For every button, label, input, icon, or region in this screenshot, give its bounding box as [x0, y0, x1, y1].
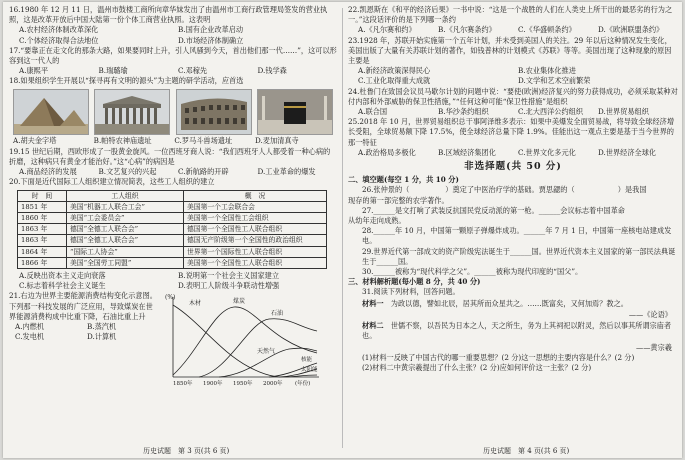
- option: C.邓稼先: [178, 66, 208, 76]
- column-header: 工人组织: [67, 190, 184, 201]
- option: C.罗马斗兽场遗址: [174, 135, 233, 145]
- chart-label: 木材: [189, 300, 202, 308]
- option: D.钱学森: [257, 66, 287, 76]
- sub-question: (1)材料一反映了中国古代的哪一重要思想？(2 分)这一思想的主要内容是什么？(2 分): [362, 352, 635, 362]
- option: D.市场经济体制确立: [178, 35, 244, 45]
- option: A.商品经济的发展: [19, 167, 77, 177]
- option: C.发电机: [15, 332, 45, 342]
- question-17: 17.“要靠正在走文化的那条大路，如果要同时上升，引人风骚到今天，首出他们那一代……”，这可以形容到这一代人的: [9, 45, 337, 66]
- table-row: [18, 246, 327, 257]
- option: B.蒸汽机: [87, 322, 117, 332]
- question-22: 22.凯恩斯在《和平的经济后果》一书中说：“这是一个战胜的人们在人类史上所干出的最恶劣的行为之一。”这段话评价的是下列哪一条约: [348, 5, 673, 25]
- column-header: 时 间: [18, 190, 67, 201]
- question-17-options: [9, 66, 337, 76]
- question-23-options: [348, 66, 678, 86]
- option: A.《凡尔赛和约》: [358, 25, 416, 35]
- option: D.文学和艺术空前繁荣: [518, 76, 591, 86]
- chart-unit-label: (%): [165, 294, 176, 302]
- table-cell: 美国第一个全国性工会组织: [184, 213, 327, 224]
- table-row: [18, 201, 327, 212]
- energy-structure-chart: [159, 291, 329, 391]
- table-cell: 德国第一个全国性工人联合组织: [184, 224, 327, 235]
- question-24-options: [348, 107, 678, 117]
- table-cell: 1866 年: [18, 257, 67, 268]
- table-cell: 世界第一个国际性工人联合组织: [184, 246, 327, 257]
- option: A.反映出资本主义走向衰落: [19, 271, 106, 281]
- page-footer-left: 历史试题 第 3 页(共 6 页): [143, 447, 230, 455]
- option: D.世界贸易组织: [598, 107, 649, 117]
- page-divider: [342, 8, 343, 448]
- question-16-options: [9, 25, 337, 45]
- material-source: ——黄宗羲: [636, 342, 672, 352]
- blank-line: 28.______年 10 月，中国第一颗原子弹爆炸成功。______年 7 月 1 日，中国第一座核电站建成发电。: [362, 226, 672, 246]
- option: B.说明第一个社会主义国家建立: [178, 271, 280, 281]
- wood-curve: [173, 305, 317, 377]
- table-header-row: [18, 190, 327, 201]
- parthenon-photo: [94, 89, 170, 135]
- table-row: [18, 235, 327, 246]
- table-cell: 美国第一个工会联合会: [184, 201, 327, 212]
- blank-line: 29.世界近代第一部成文的资产阶级宪法诞生于______国。世界近代资本主义国家的第一部民法典诞生于______国。: [362, 246, 676, 266]
- blank-line: 现存的第一部完整的农学著作。: [348, 195, 449, 205]
- exam-sheet: [3, 2, 682, 458]
- table-cell: 1860 年: [18, 213, 67, 224]
- table-cell: 德国“全德工人联合会”: [67, 235, 184, 246]
- material-text: 世儒不察，以吾民为日本之人，天之所生，务为上其祠祀以附灵，然后以事其所谓宗庙者也。: [362, 321, 672, 341]
- table-row: [18, 224, 327, 235]
- table-cell: 1863 年: [18, 224, 67, 235]
- material-text: 为政以德，譬如北辰，居其所而众星共之。……既富矣，又何加焉？教之。: [390, 298, 628, 308]
- x-tick-label: 2000年: [263, 381, 283, 388]
- chart-label: 煤炭: [233, 298, 246, 306]
- option: C.个体经济取得合法地位: [19, 35, 99, 45]
- table-row: [18, 257, 327, 268]
- option: D.《欧洲联盟条约》: [598, 25, 664, 35]
- option: C.标志着科学社会主义诞生: [19, 281, 106, 291]
- chart-label: 天然气: [257, 348, 276, 356]
- question-23: 23.1928 年，苏联开始实施第一个五年计划，并未受到美国人的关注。29 年以后这种情况发生变化，美国出版了大量有关苏联计划的著作，如钱普林的计划模式《苏联》等等。美国出现了这种现象的原因主要是: [348, 35, 672, 66]
- left-page: [9, 5, 337, 391]
- question-31-intro: 31.阅读下列材料，回答问题。: [362, 287, 460, 297]
- section-title: 非选择题(共 50 分): [464, 161, 562, 173]
- page-footer-right: 历史试题 第 4 页(共 6 页): [483, 447, 570, 455]
- option: A.胡夫金字塔: [13, 135, 57, 145]
- x-tick-label: 1850年: [173, 381, 193, 388]
- option: D.工业革命的爆发: [257, 167, 316, 177]
- question-25: 25.2018 年 10 月，世界贸易组织总干事阿泽维多表示：如果中美爆发全面贸易战，将导致全球经济增长受阻，全球贸易额下降 17.5%，使全球经济总量下降 1.9%。佳能出这一观点主要是基于当今世界的那一特征: [348, 117, 675, 147]
- material-label: 材料二: [362, 321, 384, 331]
- pyramid-photo: [13, 89, 89, 135]
- column-header: 概 况: [184, 190, 327, 201]
- option: B.国有企业改革启动: [178, 25, 244, 35]
- option: B.文艺复兴的兴起: [98, 167, 157, 177]
- chart-label: 太阳能: [301, 367, 318, 374]
- table-row: [18, 213, 327, 224]
- right-page: [348, 5, 678, 373]
- fill-blank-heading: 二、填空题(每空 1 分，共 10 分): [348, 175, 459, 185]
- table-cell: 美国“工会委员会”: [67, 213, 184, 224]
- material-two: [348, 321, 678, 341]
- option: A.康熙平: [19, 66, 49, 76]
- x-tick-label: 1950年: [233, 381, 253, 388]
- option: C.《华盛顿条约》: [518, 25, 576, 35]
- material-label: 材料一: [362, 298, 384, 308]
- material-source: ——《论语》: [628, 309, 672, 319]
- question-21-text: 21.右边为世界主要能源消费结构变化示意图。下列那一科技发展的广泛应用，导致煤炭在世界能源消费构成中比重下降，石油比重上升: [9, 291, 157, 321]
- option: B.华沙条约组织: [438, 107, 489, 117]
- table-cell: 美国“机器工人联合工会”: [67, 201, 184, 212]
- question-18-images: [13, 89, 333, 135]
- question-19-options: [9, 167, 337, 177]
- question-25-options: [348, 148, 678, 158]
- chart-label: 石油: [271, 310, 284, 318]
- option: B.《凡尔赛条约》: [438, 25, 496, 35]
- option: A.政治格局多极化: [358, 147, 416, 157]
- option: C.工业化取得重大成就: [358, 76, 431, 86]
- option: A.农村经济体制改革深化: [19, 25, 99, 35]
- option: A.新经济政策深得民心: [358, 66, 431, 76]
- question-21-body: [9, 291, 159, 391]
- option: D.计算机: [87, 332, 117, 342]
- x-tick-label: (年份): [295, 381, 311, 388]
- chart-label: 核能: [301, 357, 313, 364]
- option: A.内燃机: [15, 322, 45, 332]
- blank-line: 从幼年走向成熟。: [348, 216, 406, 226]
- option: B.帕特农神庙遗址: [93, 135, 152, 145]
- table-cell: 1851 年: [18, 201, 67, 212]
- blank-line: 30.______被称为“现代科学之父”。______被称为现代印度的“国父”。: [362, 267, 583, 277]
- question-20-options: [9, 271, 337, 291]
- blank-line: 26.张仲景的（ ）奠定了中医治疗学的基础。贾思勰的（ ）是我国: [362, 185, 647, 195]
- question-18-captions: [13, 136, 333, 146]
- option: B.瑞璐瑜: [98, 66, 128, 76]
- option: D.表明工人阶级斗争联动性增强: [178, 281, 280, 291]
- option: B.农业集体化推进: [518, 66, 576, 76]
- colosseum-photo: [176, 89, 252, 135]
- option: A.联合国: [358, 107, 388, 117]
- question-16: 16.1980 年 12 月 11 日，温州市鼓楼工商所向章华妹发出了由温州市工商行政管理局签发的营业执照，这是改革开放后中国大陆第一份个体工商营业执照。这表明: [9, 5, 328, 25]
- table-cell: 德国无产阶级第一个全国性的政治组织: [184, 235, 327, 246]
- table-cell: “国际工人协会”: [67, 246, 184, 257]
- x-tick-label: 1900年: [203, 381, 223, 388]
- question-22-options: [348, 25, 678, 35]
- table-cell: 德国“全德工人联合会”: [67, 224, 184, 235]
- option: C.世界文化多元化: [518, 147, 576, 157]
- mecca-mosque-photo: [257, 89, 333, 135]
- material-one: [348, 299, 678, 309]
- table-cell: 1864 年: [18, 246, 67, 257]
- option: C.新航路的开辟: [178, 167, 229, 177]
- question-18: 18.如果组织学生开展以“探寻再有文明的源头”为主题的研学活动，应首选: [9, 76, 244, 86]
- question-21: [9, 291, 337, 391]
- option: D.麦加清真寺: [254, 135, 299, 145]
- table-cell: 1863 年: [18, 235, 67, 246]
- question-19: 19.15 世纪后期，西欧形成了一股黄金旋风。一位西班牙商人说：“我们西班牙人人都受着一种心病的折磨，这种病只有黄金才能治好。”这“心病”的病因是: [9, 146, 331, 167]
- question-20: 20.下面是近代国际工人组织建立情况简表，这些工人组织的建立: [9, 177, 215, 187]
- option: D.世界经济全球化: [598, 147, 657, 157]
- option: C.北大西洋公约组织: [518, 107, 584, 117]
- blank-line: 27.______是文打响了武装反抗国民党反动派的第一枪。______会议标志着中国革命: [362, 205, 625, 215]
- option: B.区域经济集团化: [438, 147, 496, 157]
- table-cell: 美国第一个全国性工人联合组织: [184, 257, 327, 268]
- analysis-heading: 三、材料解析题(每小题 8 分，共 40 分): [348, 277, 481, 287]
- question-24: 24.杜鲁门在致国会议员马歇尔计划的问题中说：“要使(欧洲)经济复兴的努力获得成功，必须采取某种对付内部和外部威胁的保卫性措施，”“任何这种可能“保卫性措施”是组织: [348, 86, 678, 106]
- labor-org-table: [17, 190, 327, 269]
- sub-question: (2)材料二中黄宗羲提出了什么主张？(2 分)应如何评价这一主张？(2 分): [362, 362, 592, 372]
- table-cell: 美国“全国劳工同盟”: [67, 257, 184, 268]
- question-21-options: [9, 322, 159, 342]
